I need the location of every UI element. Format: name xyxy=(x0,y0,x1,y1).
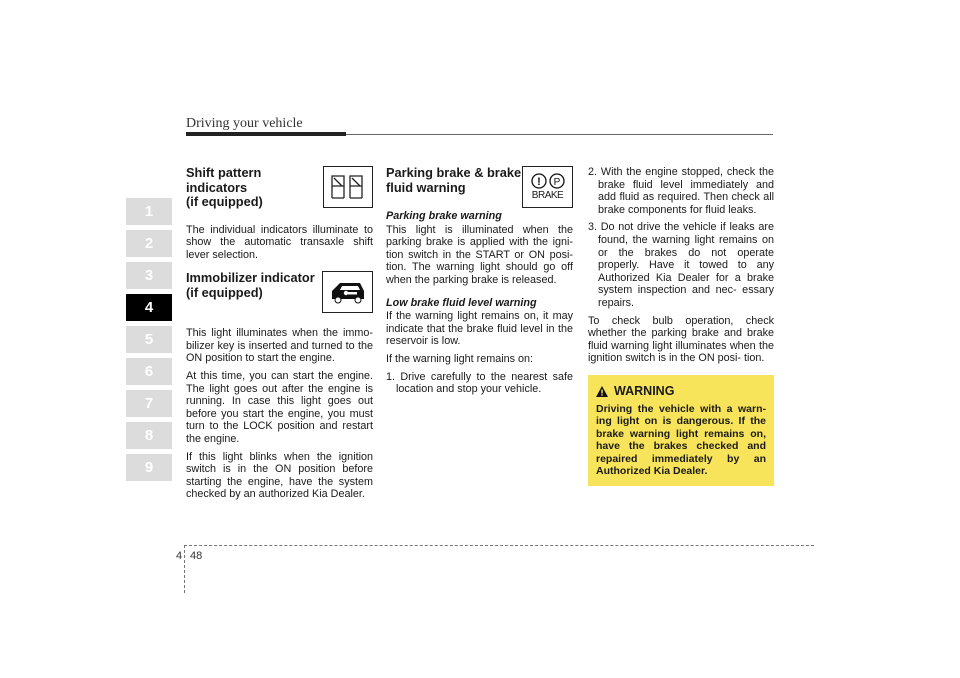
low-brake-fluid-subheading: Low brake fluid level warning xyxy=(386,296,537,309)
chapter-tab-8[interactable]: 8 xyxy=(126,422,172,449)
chapter-tab-7[interactable]: 7 xyxy=(126,390,172,417)
warning-box xyxy=(588,375,774,486)
svg-text:!: ! xyxy=(536,175,541,188)
column-3 xyxy=(588,166,774,486)
parking-brake-warning-subheading: Parking brake warning xyxy=(386,210,502,222)
chapter-tabs xyxy=(126,198,172,486)
immobilizer-text-2: At this time, you can start the engine. The light goes out after the engine is running. In case this light goes out before you start the engine, you must turn to the LOCK position and restart the engine. xyxy=(186,370,373,446)
brake-warning-icon xyxy=(522,166,573,208)
parking-brake-text: This light is illuminated when the parking brake is applied with the igni- tion switch in the START or ON posi- tion. The warning light should go off when the parking brake is released. xyxy=(386,223,573,286)
svg-text:P: P xyxy=(553,176,560,188)
immobilizer-text-3: If this light blinks when the ignition switch is in the ON position before starting the engine, have the system checked by an authorized Kia Dealer. xyxy=(186,450,373,501)
chapter-tab-3[interactable]: 3 xyxy=(126,262,172,289)
shift-indicator-text: The individual indicators illuminate to show the automatic transaxle shift lever selection. xyxy=(186,223,373,261)
warning-remains-text: If the warning light remains on: xyxy=(386,352,534,365)
immobilizer-title: Immobilizer indicator xyxy=(186,270,315,286)
header-bar xyxy=(186,132,346,136)
page-header-title: Driving your vehicle xyxy=(186,116,303,131)
header-rule xyxy=(346,134,773,135)
instruction-item-2: 2. With the engine stopped, check the brake fluid level immediately and add fluid as required. Then check all brake components for fluid leaks. xyxy=(588,166,774,216)
chapter-tab-2[interactable]: 2 xyxy=(126,230,172,257)
bulb-check-text: To check bulb operation, check whether the parking brake and brake fluid warning light illuminates when the ignition switch is in the ON posi- tion. xyxy=(588,314,774,365)
chapter-tab-6[interactable]: 6 xyxy=(126,358,172,385)
footer-rule xyxy=(184,545,814,546)
immobilizer-car-key-icon xyxy=(322,271,373,313)
instruction-item-3: 3. Do not drive the vehicle if leaks are found, the warning light remains on or the brakes do not operate properly. Have it towed to any Authorized Kia Dealer for a brake system inspection and nec- essary repairs. xyxy=(588,221,774,309)
column-1 xyxy=(186,166,373,506)
parking-brake-title: Parking brake & brake xyxy=(386,165,522,180)
brake-icon-label: BRAKE xyxy=(531,189,564,201)
warning-text: Driving the vehicle with a warn- ing light on is dangerous. If the brake warning light remains on, have the brakes checked and repaired immediately by an Authorized Kia Dealer. xyxy=(596,402,766,478)
shift-pattern-icon xyxy=(323,166,373,208)
chapter-tab-1[interactable]: 1 xyxy=(126,198,172,225)
warning-triangle-icon xyxy=(596,386,608,397)
shift-indicator-subtitle: (if equipped) xyxy=(186,194,263,209)
parking-brake-subtitle: fluid warning xyxy=(386,179,466,195)
immobilizer-text-1: This light illuminates when the immo- bilizer key is inserted and turned to the ON position to start the engine. xyxy=(186,327,373,365)
chapter-tab-5[interactable]: 5 xyxy=(126,326,172,353)
footer-page-number: 48 xyxy=(190,550,203,562)
warning-title: WARNING xyxy=(614,383,675,398)
instruction-item-1: 1. Drive carefully to the nearest safe location and stop your vehicle. xyxy=(386,370,573,396)
column-2 xyxy=(386,166,573,401)
immobilizer-subtitle: (if equipped) xyxy=(186,284,263,300)
shift-indicator-title: Shift pattern indicators xyxy=(186,165,262,195)
chapter-tab-4[interactable]: 4 xyxy=(126,294,172,321)
footer-divider xyxy=(184,545,185,593)
chapter-tab-9[interactable]: 9 xyxy=(126,454,172,481)
footer-chapter-number: 4 xyxy=(176,550,183,562)
low-brake-fluid-text: If the warning light remains on, it may indicate that the brake fluid level in the reservoir is low. xyxy=(386,310,573,348)
